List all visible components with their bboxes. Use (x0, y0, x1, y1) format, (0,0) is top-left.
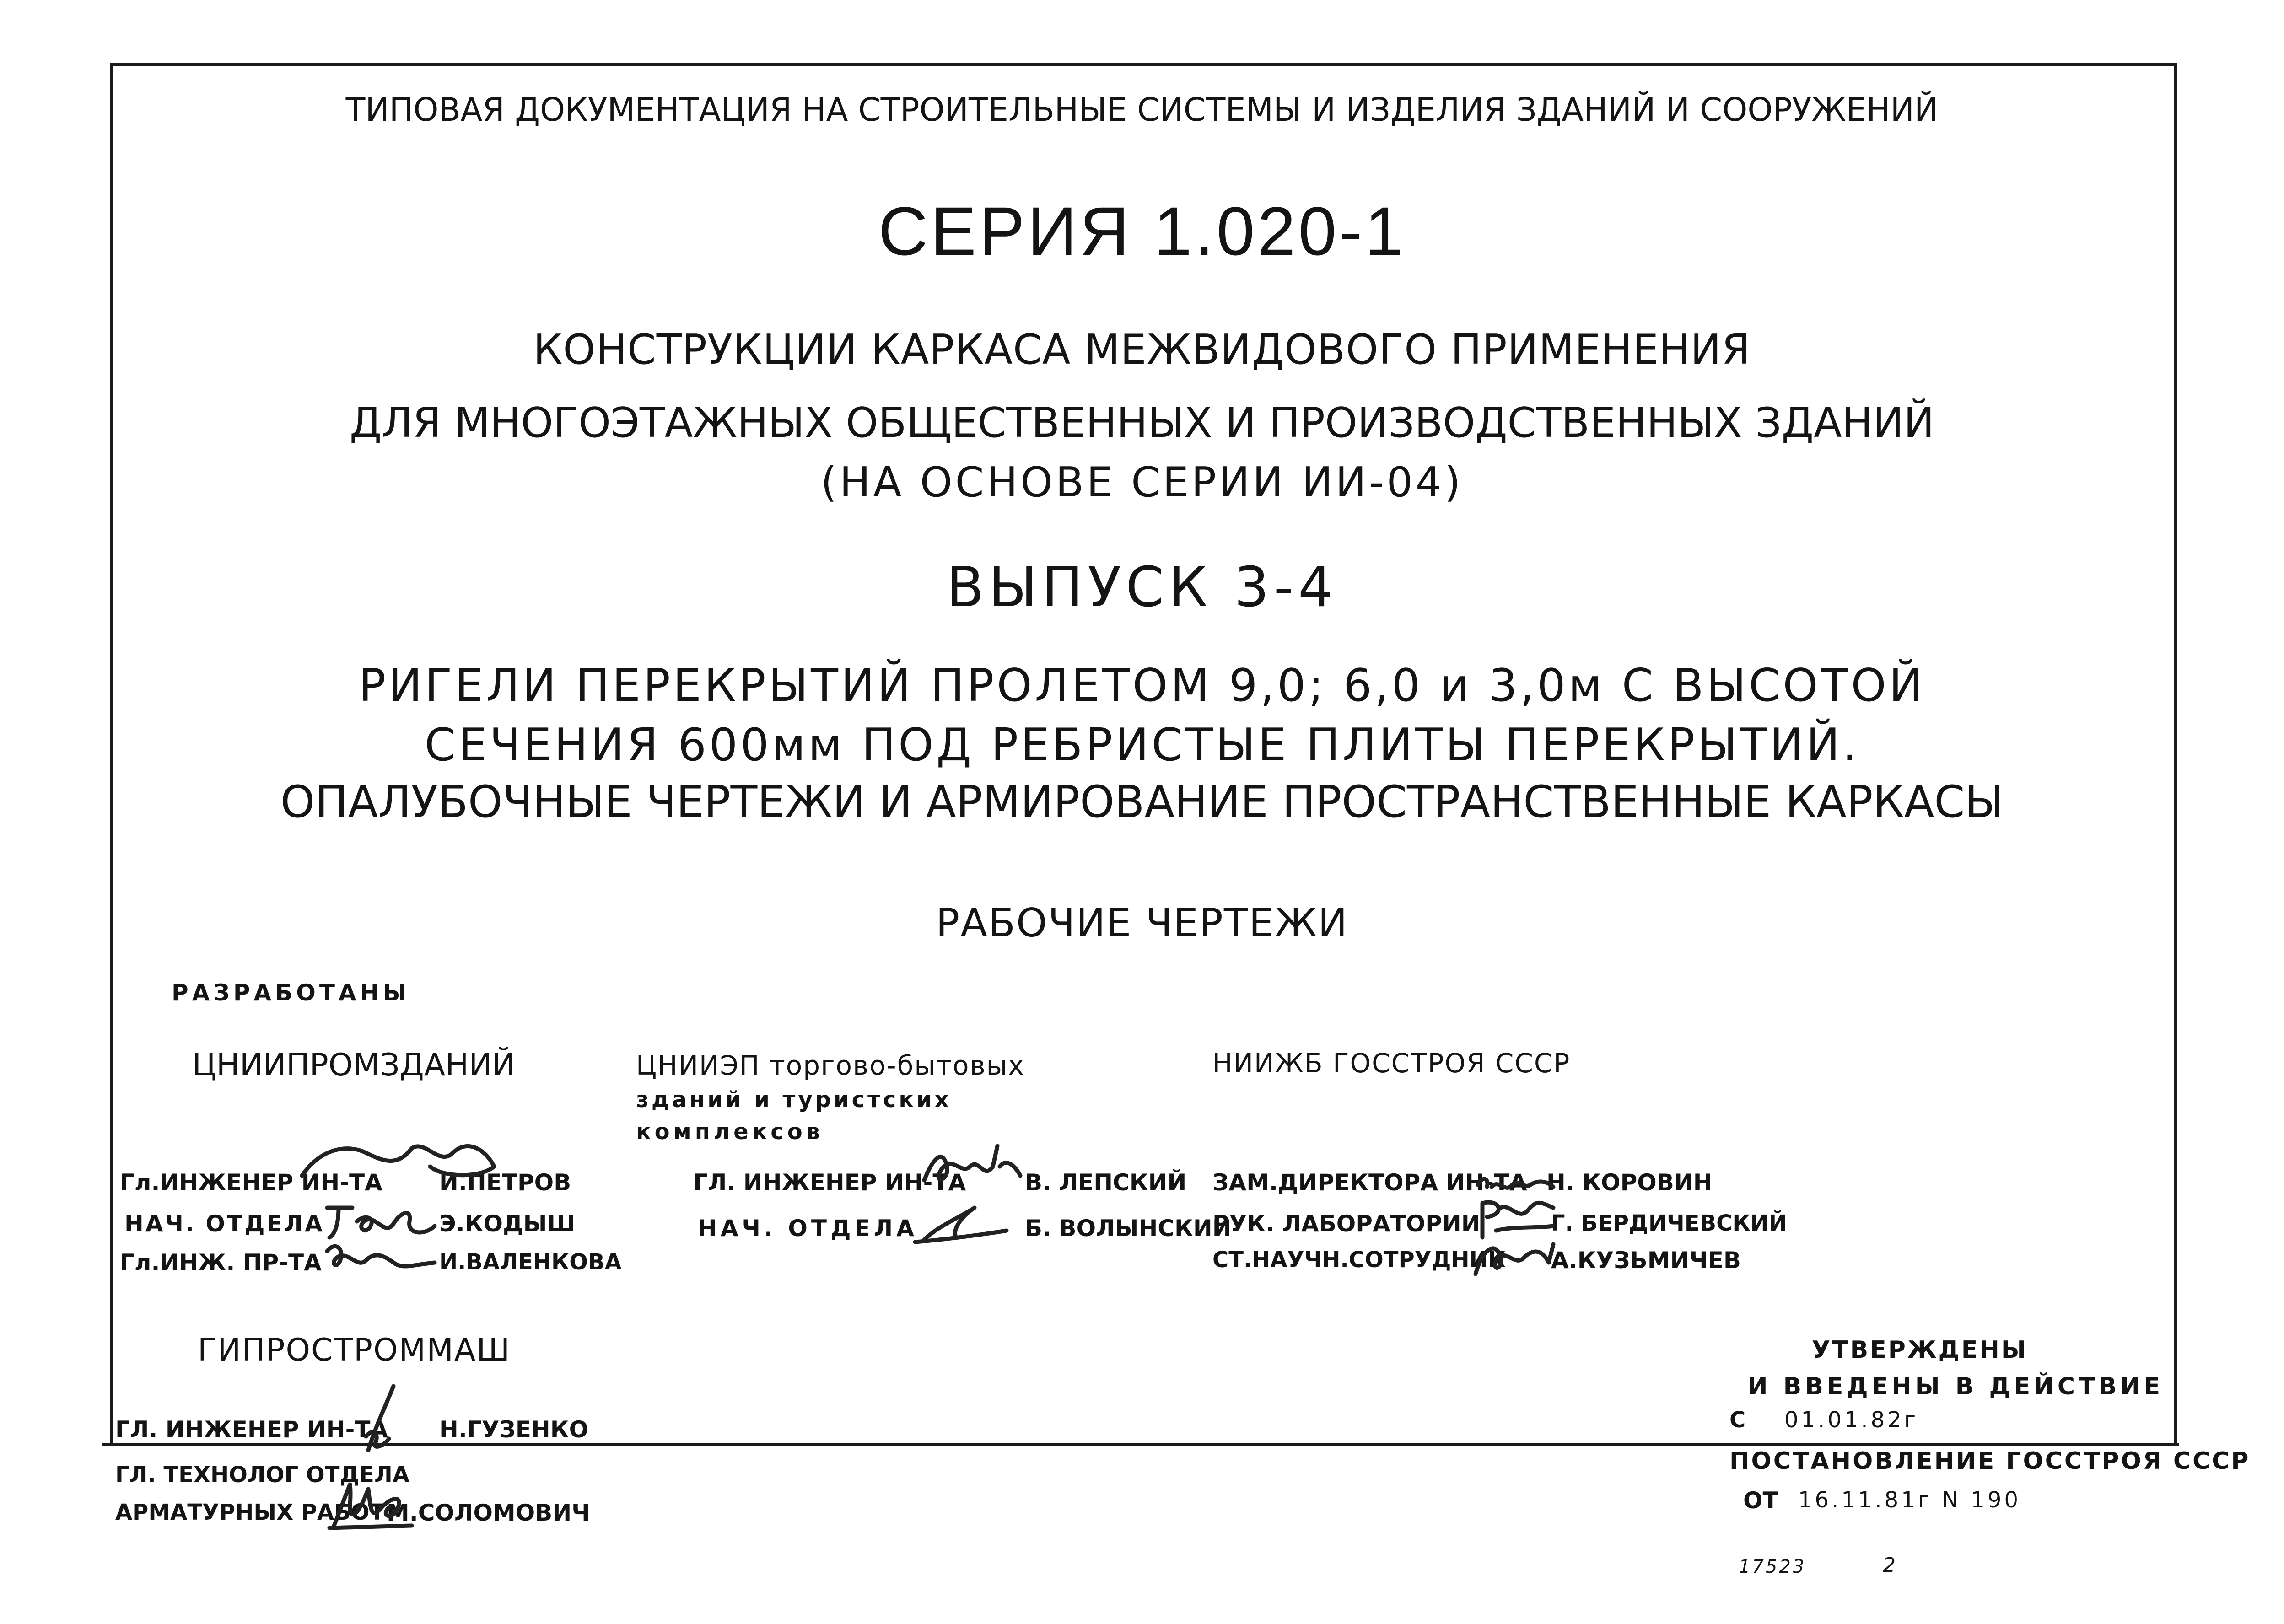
org-1-role-2: НАЧ. ОТДЕЛА (124, 1210, 324, 1237)
signature-solomovich (325, 1475, 416, 1535)
org-4-person-3: М.СОЛОМОВИЧ (387, 1500, 590, 1526)
org-1-role-3: Гл.ИНЖ. ПР-ТА (120, 1249, 322, 1276)
top-title: ТИПОВАЯ ДОКУМЕНТАЦИЯ НА СТРОИТЕЛЬНЫЕ СИСТЕМЫ И ИЗДЕЛИЯ ЗДАНИЙ И СООРУЖЕНИЙ (345, 91, 1939, 129)
org-1-name: ЦНИИПРОМЗДАНИЙ (192, 1047, 516, 1083)
org-3-name: НИИЖБ ГОССТРОЯ СССР (1212, 1048, 1571, 1079)
org-4-role-2: ГЛ. ТЕХНОЛОГ ОТДЕЛА (115, 1462, 409, 1488)
doc-number: 17523 (1739, 1556, 1806, 1577)
subject-line-3: (НА ОСНОВЕ СЕРИИ ИИ-04) (820, 458, 1464, 506)
org-4-name: ГИПРОСТРОММАШ (198, 1332, 511, 1368)
org-1-person-2: Э.КОДЫШ (439, 1210, 576, 1237)
desc-line-2: СЕЧЕНИЯ 600мм ПОД РЕБРИСТЫЕ ПЛИТЫ ПЕРЕКРЫТИЙ. (424, 719, 1860, 771)
org-2-name-line-1: ЦНИИЭП торгово-бытовых (636, 1050, 1025, 1081)
org-2-name-line-3: комплексов (636, 1119, 824, 1145)
issue-title: ВЫПУСК 3-4 (946, 556, 1338, 619)
series-title: СЕРИЯ 1.020-1 (878, 193, 1406, 269)
org-3-role-2: РУК. ЛАБОРАТОРИИ (1212, 1210, 1481, 1237)
signature-volynsky (906, 1199, 1016, 1249)
signature-kuzmichev (1469, 1235, 1560, 1281)
subject-line-2: ДЛЯ МНОГОЭТАЖНЫХ ОБЩЕСТВЕННЫХ И ПРОИЗВОДСТВЕННЫХ ЗДАНИЙ (349, 399, 1935, 447)
approval-line-2: И ВВЕДЕНЫ В ДЕЙСТВИЕ (1748, 1373, 2164, 1400)
org-1-person-1: И.ПЕТРОВ (439, 1169, 571, 1196)
subject-line-1: КОНСТРУКЦИИ КАРКАСА МЕЖВИДОВОГО ПРИМЕНЕНИЯ (533, 326, 1751, 374)
org-3-role-3: СТ.НАУЧН.СОТРУДНИК (1212, 1247, 1506, 1273)
approval-line-1: УТВЕРЖДЕНЫ (1812, 1336, 2028, 1364)
org-4-role-1: ГЛ. ИНЖЕНЕР ИН-ТА (115, 1416, 388, 1443)
approval-date: 01.01.82г (1784, 1407, 1918, 1433)
org-3-person-2: Г. БЕРДИЧЕВСКИЙ (1551, 1210, 1787, 1236)
page-number: 2 (1883, 1554, 1896, 1577)
org-3-person-1: Н. КОРОВИН (1546, 1169, 1713, 1196)
org-2-person-2: Б. ВОЛЫНСКИЙ (1025, 1215, 1232, 1242)
org-4-person-1: Н.ГУЗЕНКО (439, 1416, 589, 1443)
approval-decree: ПОСТАНОВЛЕНИЕ ГОССТРОЯ СССР (1729, 1447, 2251, 1475)
developed-label: РАЗРАБОТАНЫ (172, 979, 410, 1006)
signature-petrov (293, 1135, 503, 1194)
org-2-role-2: НАЧ. ОТДЕЛА (698, 1215, 918, 1242)
org-2-person-1: В. ЛЕПСКИЙ (1025, 1169, 1187, 1196)
org-2-name-line-2: зданий и туристских (636, 1087, 952, 1113)
signature-guzenko (352, 1382, 407, 1455)
approval-from-prefix: ОТ (1743, 1487, 1778, 1514)
signature-lepsky (915, 1139, 1025, 1199)
desc-line-3: ОПАЛУБОЧНЫЕ ЧЕРТЕЖИ И АРМИРОВАНИЕ ПРОСТРАНСТВЕННЫЕ КАРКАСЫ (280, 776, 2004, 828)
org-3-person-3: А.КУЗЬМИЧЕВ (1551, 1247, 1741, 1274)
approval-date-prefix: С (1729, 1407, 1746, 1433)
desc-line-1: РИГЕЛИ ПЕРЕКРЫТИЙ ПРОЛЕТОМ 9,0; 6,0 и 3,0м С ВЫСОТОЙ (359, 660, 1925, 712)
org-1-person-3: И.ВАЛЕНКОВА (439, 1249, 622, 1275)
approval-from-value: 16.11.81г N 190 (1798, 1487, 2021, 1513)
bottom-rule (102, 1443, 2179, 1446)
working-drawings: РАБОЧИЕ ЧЕРТЕЖИ (936, 900, 1348, 946)
org-2-role-1: ГЛ. ИНЖЕНЕР ИН-ТА (693, 1169, 966, 1196)
signature-valenkova (320, 1237, 439, 1279)
org-1-role-1: Гл.ИНЖЕНЕР ИН-ТА (120, 1169, 382, 1196)
org-3-role-1: ЗАМ.ДИРЕКТОРА ИН-ТА (1212, 1169, 1527, 1196)
org-4-role-3: АРМАТУРНЫХ РАБОТ (115, 1500, 385, 1525)
